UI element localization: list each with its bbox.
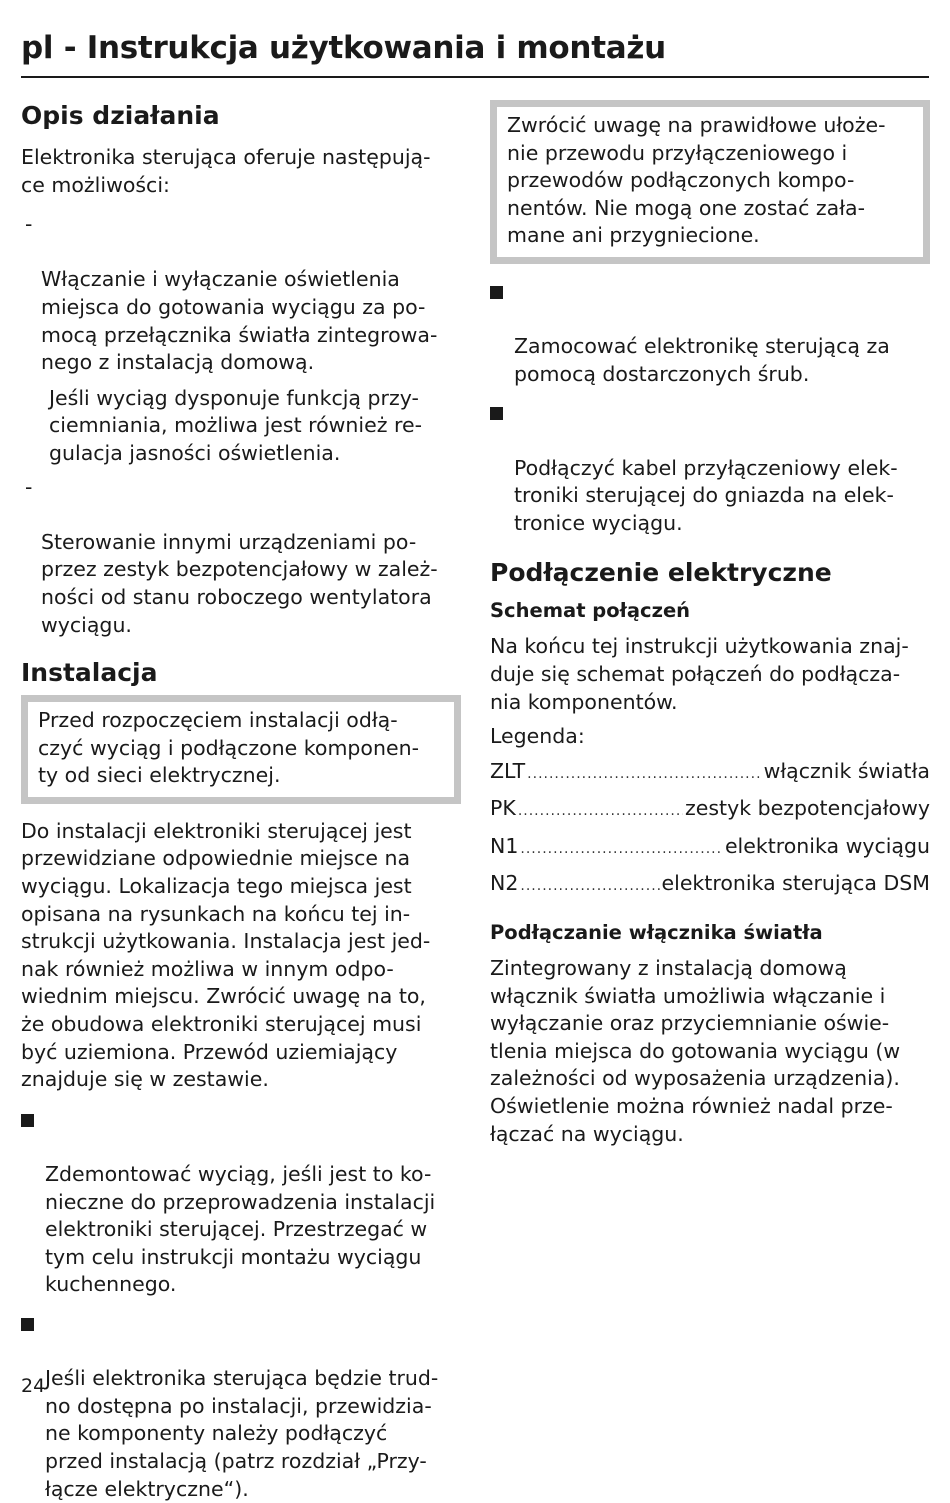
instalacja-text: Do instalacji elektroniki sterującej jest przewidziane odpowiednie miejsce na wyciągu. Lokalizacja tego miejsca jest opisana na rysunkach na końcu tej in- strukcji użytkowania. Instalacja jest jed- nak również możliwa w innym odpo- wiednim miejscu. Zwrócić uwagę na to, że obudowa elektroniki sterującej musi być uziemiona. Przewód uziemiający znajduje się w zestawie. [21,818,431,1092]
step-item [490,399,930,537]
left-column [21,100,461,1503]
step-item [21,1310,461,1503]
section-heading-instalacja: Instalacja [21,658,158,688]
legend-desc: włącznik światła [763,758,930,783]
schemat-text: Na końcu tej instrukcji użytkowania znaj- duje się schemat połączeń do podłącza- nia komponentów. [490,634,909,714]
leader-dots [520,873,659,901]
dash-marker: - [25,474,33,499]
legend-code: PK [490,796,516,821]
legend-row [490,833,930,864]
step-text: Zdemontować wyciąg, jeśli jest to ko- nieczne do przeprowadzenia instalacji elektroniki sterującej. Przestrzegać w tym celu instrukcji montażu wyciągu kuchennego. [45,1162,436,1297]
page-title: pl - Instrukcja użytkowania i montażu [21,30,666,66]
bullet-square-icon [490,286,503,299]
legend-row [490,758,930,789]
page-number: 24 [21,1375,46,1397]
bullet-square-icon [490,407,503,420]
legend-desc: elektronika sterująca DSM [661,871,930,896]
subheading-wlacznik: Podłączanie włącznika światła [490,921,823,945]
bullet-square-icon [21,1114,34,1127]
warning-note-box: Przed rozpoczęciem instalacji odłą- czyć wyciąg i podłączone komponen- ty od sieci elektrycznej. [21,695,461,804]
opis-sub-note: Jeśli wyciąg dysponuje funkcją przy- ciemniania, możliwa jest również re- gulacja jasności oświetlenia. [49,385,422,465]
subheading-schemat: Schemat połączeń [490,599,691,623]
legend-code: N1 [490,833,519,858]
legend-label: Legenda: [490,724,585,749]
wlacznik-text: Zintegrowany z instalacją domową włącznik światła umożliwia włączanie i wyłączanie oraz przyciemnianie oświe- tlenia miejsca do gotowania wyciągu (w zależności od wyposażenia urządzenia). Oświetlenie można również nadal prze- łączać na wyciągu. [490,956,901,1146]
step-text: Zamocować elektronikę sterującą za pomocą dostarczonych śrub. [514,334,890,386]
legend-desc: zestyk bezpotencjałowy [685,796,930,821]
leader-dots [518,798,683,826]
opis-intro: Elektronika sterująca oferuje następują- ce możliwości: [21,145,431,197]
list-item [21,474,461,640]
step-text: Podłączyć kabel przyłączeniowy elek- troniki sterującej do gniazda na elek- tronice wyciągu. [514,455,898,535]
legend-desc: elektronika wyciągu [724,833,930,858]
right-column [490,100,930,1148]
legend-list [490,758,930,901]
dash-marker: - [25,212,33,237]
legend-code: N2 [490,871,519,896]
section-heading-podlaczenie: Podłączenie elektryczne [490,558,832,588]
legend-row [490,795,930,826]
list-item-text: Sterowanie innymi urządzeniami po- przez zestyk bezpotencjałowy w zależ- ności od stanu roboczego wentylatora wyciągu. [41,529,438,637]
header-rule [21,76,929,78]
step-item [21,1106,461,1299]
list-item-text: Włączanie i wyłączanie oświetlenia miejsca do gotowania wyciągu za po- mocą przełącznika światła zintegrowa- nego z instalacją domową. [41,267,438,375]
leader-dots [520,836,723,864]
step-text: Jeśli elektronika sterująca będzie trud- no dostępna po instalacji, przewidzia- ne komponenty należy podłączyć przed instalacją (patrz rozdział „Przy- łącze elektryczne“). [45,1366,439,1501]
section-heading-opis: Opis działania [21,101,220,130]
leader-dots [527,761,761,789]
step-item [490,278,930,388]
list-item [21,211,461,377]
legend-row [490,870,930,901]
warning-note-box: Zwrócić uwagę na prawidłowe ułoże- nie przewodu przyłączeniowego i przewodów podłączonych kompo- nentów. Nie mogą one zostać zała- mane ani przygniecione. [490,100,930,264]
bullet-square-icon [21,1318,34,1331]
legend-code: ZLT [490,758,526,783]
